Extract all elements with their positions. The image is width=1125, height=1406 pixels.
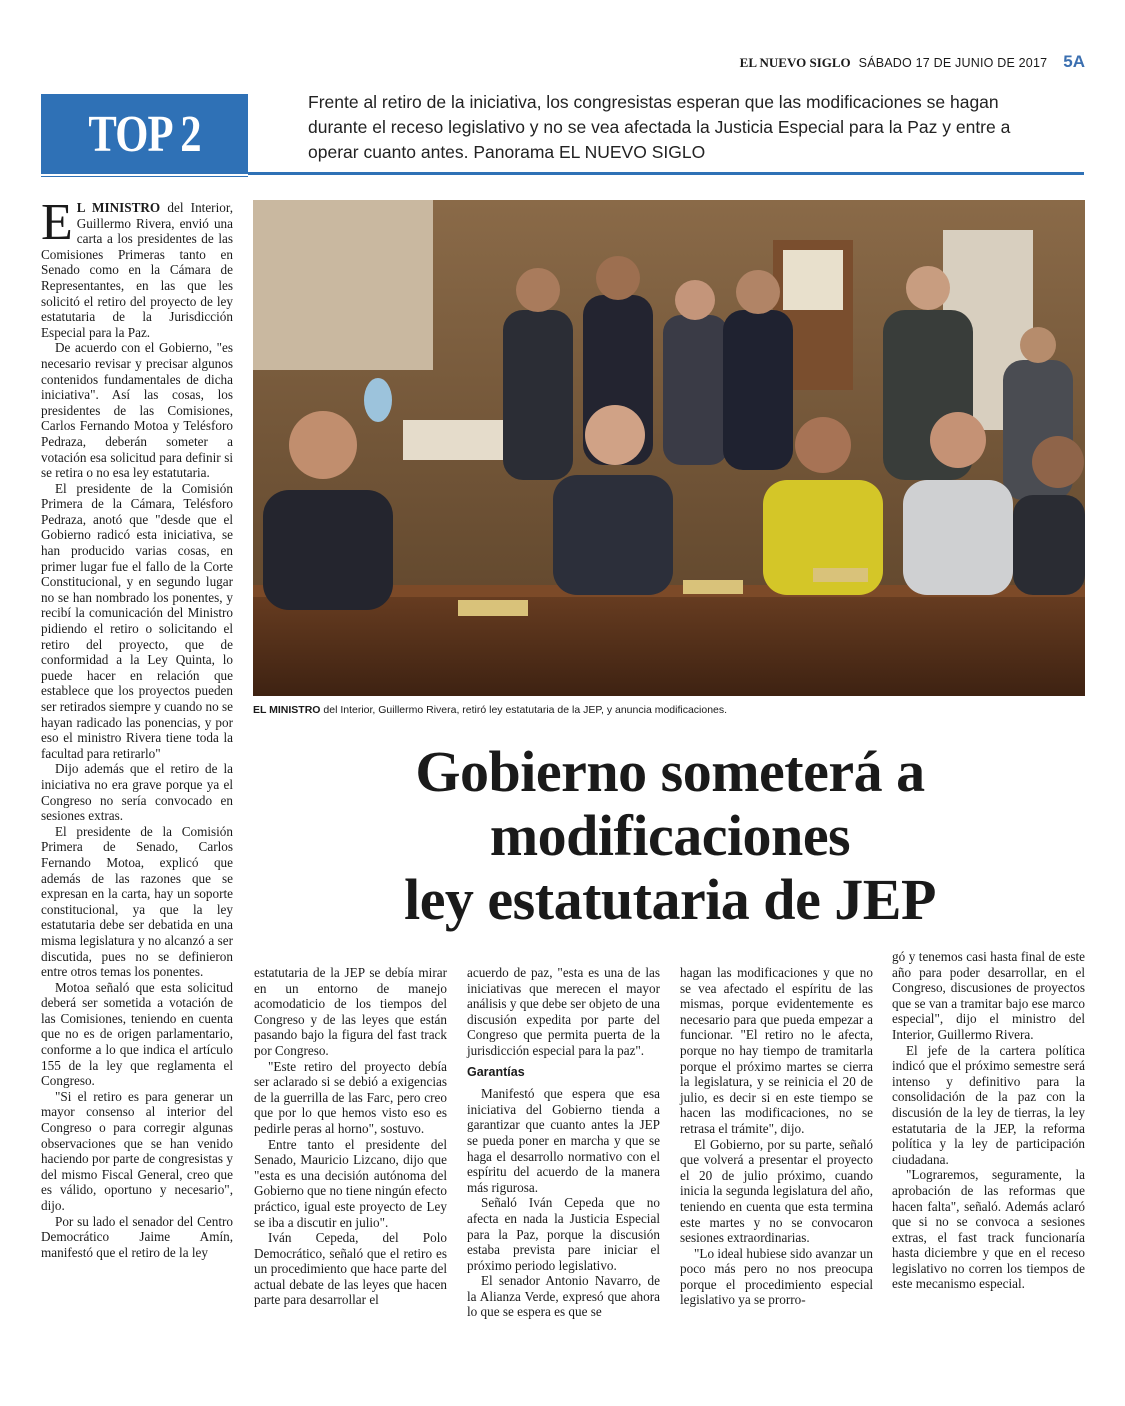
paragraph: Dijo además que el retiro de la iniciativa no era grave porque ya el Congreso no sería convocado en sesiones extras. [41, 761, 233, 824]
paragraph: El Gobierno, por su parte, señaló que volverá a presentar el proyecto el 20 de julio próximo, cuando inicia la segunda legislatura del año, teniendo en cuenta que esta termina este martes y no se convocaron sesiones extraordinarias. [680, 1136, 873, 1246]
paragraph: "Lo ideal hubiese sido avanzar un poco más pero no nos preocupa porque el procedimiento especial legislativo ya se prorro- [680, 1245, 873, 1308]
paragraph: El jefe de la cartera política indicó que el próximo semestre será intenso y definitivo para la consolidación de la paz con la discusión de la ley de tierras, la ley estatutaria de la JEP, la reforma política y la ley de participación ciudadana. [892, 1042, 1085, 1167]
paragraph: El senador Antonio Navarro, de la Alianza Verde, expresó que ahora lo que se espera es que se [467, 1273, 660, 1320]
paragraph: estatutaria de la JEP se debía mirar en un entorno de manejo acomodaticio de los tiempos del Congreso y de las leyes que están pasando bajo la figura del fast track por Congreso. [254, 965, 447, 1058]
paragraph: Por su lado el senador del Centro Democrático Jaime Amín, manifestó que el retiro de la ley [41, 1213, 233, 1260]
lead-paragraph [41, 194, 233, 340]
paragraph: El presidente de la Comisión Primera de la Cámara, Telésforo Pedraza, anotó que "desde que el Gobierno radicó esta iniciativa, se han producido varias cosas, en primer lugar fue el fallo de la Corte Constitucional, y en segundo lugar no se han nombrado los ponentes, y recibí la comunicación del Ministro pidiendo el retiro o solicitando el retiro del proyecto, que de conformidad a la Ley Quinta, lo puede hacer en relación que establece que los proyectos pueden ser retirados siempre y cuando no se hayan radicado las ponencias, y por eso el ministro Rivera tiene toda la facultad para retirarlo" [41, 480, 233, 761]
header-rule [248, 172, 1084, 175]
article-column-5 [892, 949, 1085, 1292]
congress-session-photo [253, 200, 1085, 696]
lead-bold: L MINISTRO [76, 200, 161, 215]
masthead [740, 52, 1085, 72]
paragraph: Señaló Iván Cepeda que no afecta en nada la Justicia Especial para la Paz, porque la discusión estaba prevista pare iniciar el próximo periodo legislativo. [467, 1195, 660, 1273]
issue-date: SÁBADO 17 DE JUNIO DE 2017 [858, 56, 1048, 70]
paragraph: hagan las modificaciones y que no se vea afectado el espíritu de las mismas, porque evidentemente es necesario para que pueda empezar a funcionar. "El retiro no le afecta, porque no hay tiempo de tramitarla porque el próximo martes se cierra la legislatura, y se reinicia el 20 de julio, es decir si en este tiempo se hacen las modificaciones, no se retrasa el trámite", dijo. [680, 965, 873, 1136]
headline-line: Gobierno someterá a [415, 739, 925, 804]
section-label-box [41, 94, 248, 174]
drop-cap: E [41, 194, 73, 251]
page-number: 5A [1063, 52, 1085, 71]
paragraph: Motoa señaló que esta solicitud deberá ser sometida a votación de las Comisiones, teniendo en cuenta que no es de origen parlamentario, conforme a lo que indica el artículo 155 de la ley que reglamenta el Congreso. [41, 979, 233, 1089]
article-column-1 [41, 194, 233, 1260]
paragraph: "Lograremos, seguramente, la aprobación de las reformas que hacen falta", señaló. Además aclaró que si no se convoca a sesiones extras, el fast track funcionaría hasta diciembre y que en el receso legislativo no corren los tiempos de este mecanismo especial. [892, 1167, 1085, 1292]
article-column-3 [467, 965, 660, 1320]
article-column-4 [680, 965, 873, 1308]
headline-line: modificaciones [489, 803, 851, 868]
headline-line: ley estatutaria de JEP [404, 867, 936, 932]
paragraph: El presidente de la Comisión Primera de Senado, Carlos Fernando Motoa, explicó que además de las razones que se expresan en la carta, hay un soporte constitucional, ya que la ley estatutaria debe ser debatida en una misma legislatura y no alcanzó a ser discutida, pues no se definieron entre otros temas los ponentes. [41, 823, 233, 980]
headline [300, 740, 1040, 932]
article-photo [253, 200, 1085, 696]
paragraph: Entre tanto el presidente del Senado, Mauricio Lizcano, dijo que "esta es una decisión autónoma del Gobierno que no tiene ningún efecto práctico, igual este proyecto de Ley se iba a discutir en julio". [254, 1136, 447, 1230]
paragraph: "Si el retiro es para generar un mayor consenso al interior del Congreso o para corregir algunas observaciones que se han venido haciendo por parte de congresistas y del mismo Fiscal General, creo que es válido, oportuno y necesario", dijo. [41, 1088, 233, 1213]
paragraph: Iván Cepeda, del Polo Democrático, señaló que el retiro es un procedimiento que hace parte del actual debate de las leyes que hacen parte para desarrollar el [254, 1230, 447, 1308]
caption-lead: EL MINISTRO [253, 704, 321, 716]
paragraph: De acuerdo con el Gobierno, "es necesario revisar y precisar algunos contenidos fundamentales de dicha iniciativa". Así las cosas, los presidentes de las Comisiones, Carlos Fernando Motoa y Telésforo Pedraza, deberán someter a votación esa solicitud para definir si se retira o no esa ley estatutaria. [41, 340, 233, 481]
caption-text: del Interior, Guillermo Rivera, retiró ley estatutaria de la JEP, y anuncia modificaciones. [320, 704, 728, 716]
paragraph-text: del Interior, Guillermo Rivera, envió una carta a los presidentes de las Comisiones Primeras tanto en Senado como en la Cámara de Representantes, en las que les solicitó el retiro del proyecto de ley estatutaria de la Jurisdicción Especial para la Paz. [41, 200, 233, 340]
paragraph: "Este retiro del proyecto debía ser aclarado si se debió a exigencias de la guerrilla de las Farc, pero creo que por lo que hemos visto eso es pedirle peras al horno", sostuvo. [254, 1058, 447, 1136]
newspaper-name: EL NUEVO SIGLO [739, 55, 851, 70]
article-column-2 [254, 965, 447, 1308]
paragraph: gó y tenemos casi hasta final de este año para poder desarrollar, en el Congreso, discusiones de proyectos que se van a tramitar bajo ese marco especial", dijo el ministro del Interior, Guillermo Rivera. [892, 949, 1085, 1042]
section-underline [41, 176, 248, 177]
deck-summary: Frente al retiro de la iniciativa, los congresistas esperan que las modificaciones se hagan durante el receso legislativo y no se vea afectada la Justicia Especial para la Paz y entre a operar cuanto antes. Panorama EL NUEVO SIGLO [308, 92, 1011, 162]
section-label: TOP 2 [88, 105, 201, 163]
subheading: Garantías [467, 1064, 525, 1079]
photo-caption [253, 704, 1085, 716]
paragraph: acuerdo de paz, "esta es una de las iniciativas que merecen el mayor análisis y que debe ser objeto de una discusión expedita por parte del Congreso que permita puerta de la jurisdicción especial para la paz". [467, 965, 660, 1058]
paragraph: Manifestó que espera que esa iniciativa del Gobierno tienda a garantizar que cuanto antes la JEP se pueda poner en marcha y que se haga el desarrollo normativo con el espíritu del acuerdo de la manera más rigurosa. [467, 1086, 660, 1195]
